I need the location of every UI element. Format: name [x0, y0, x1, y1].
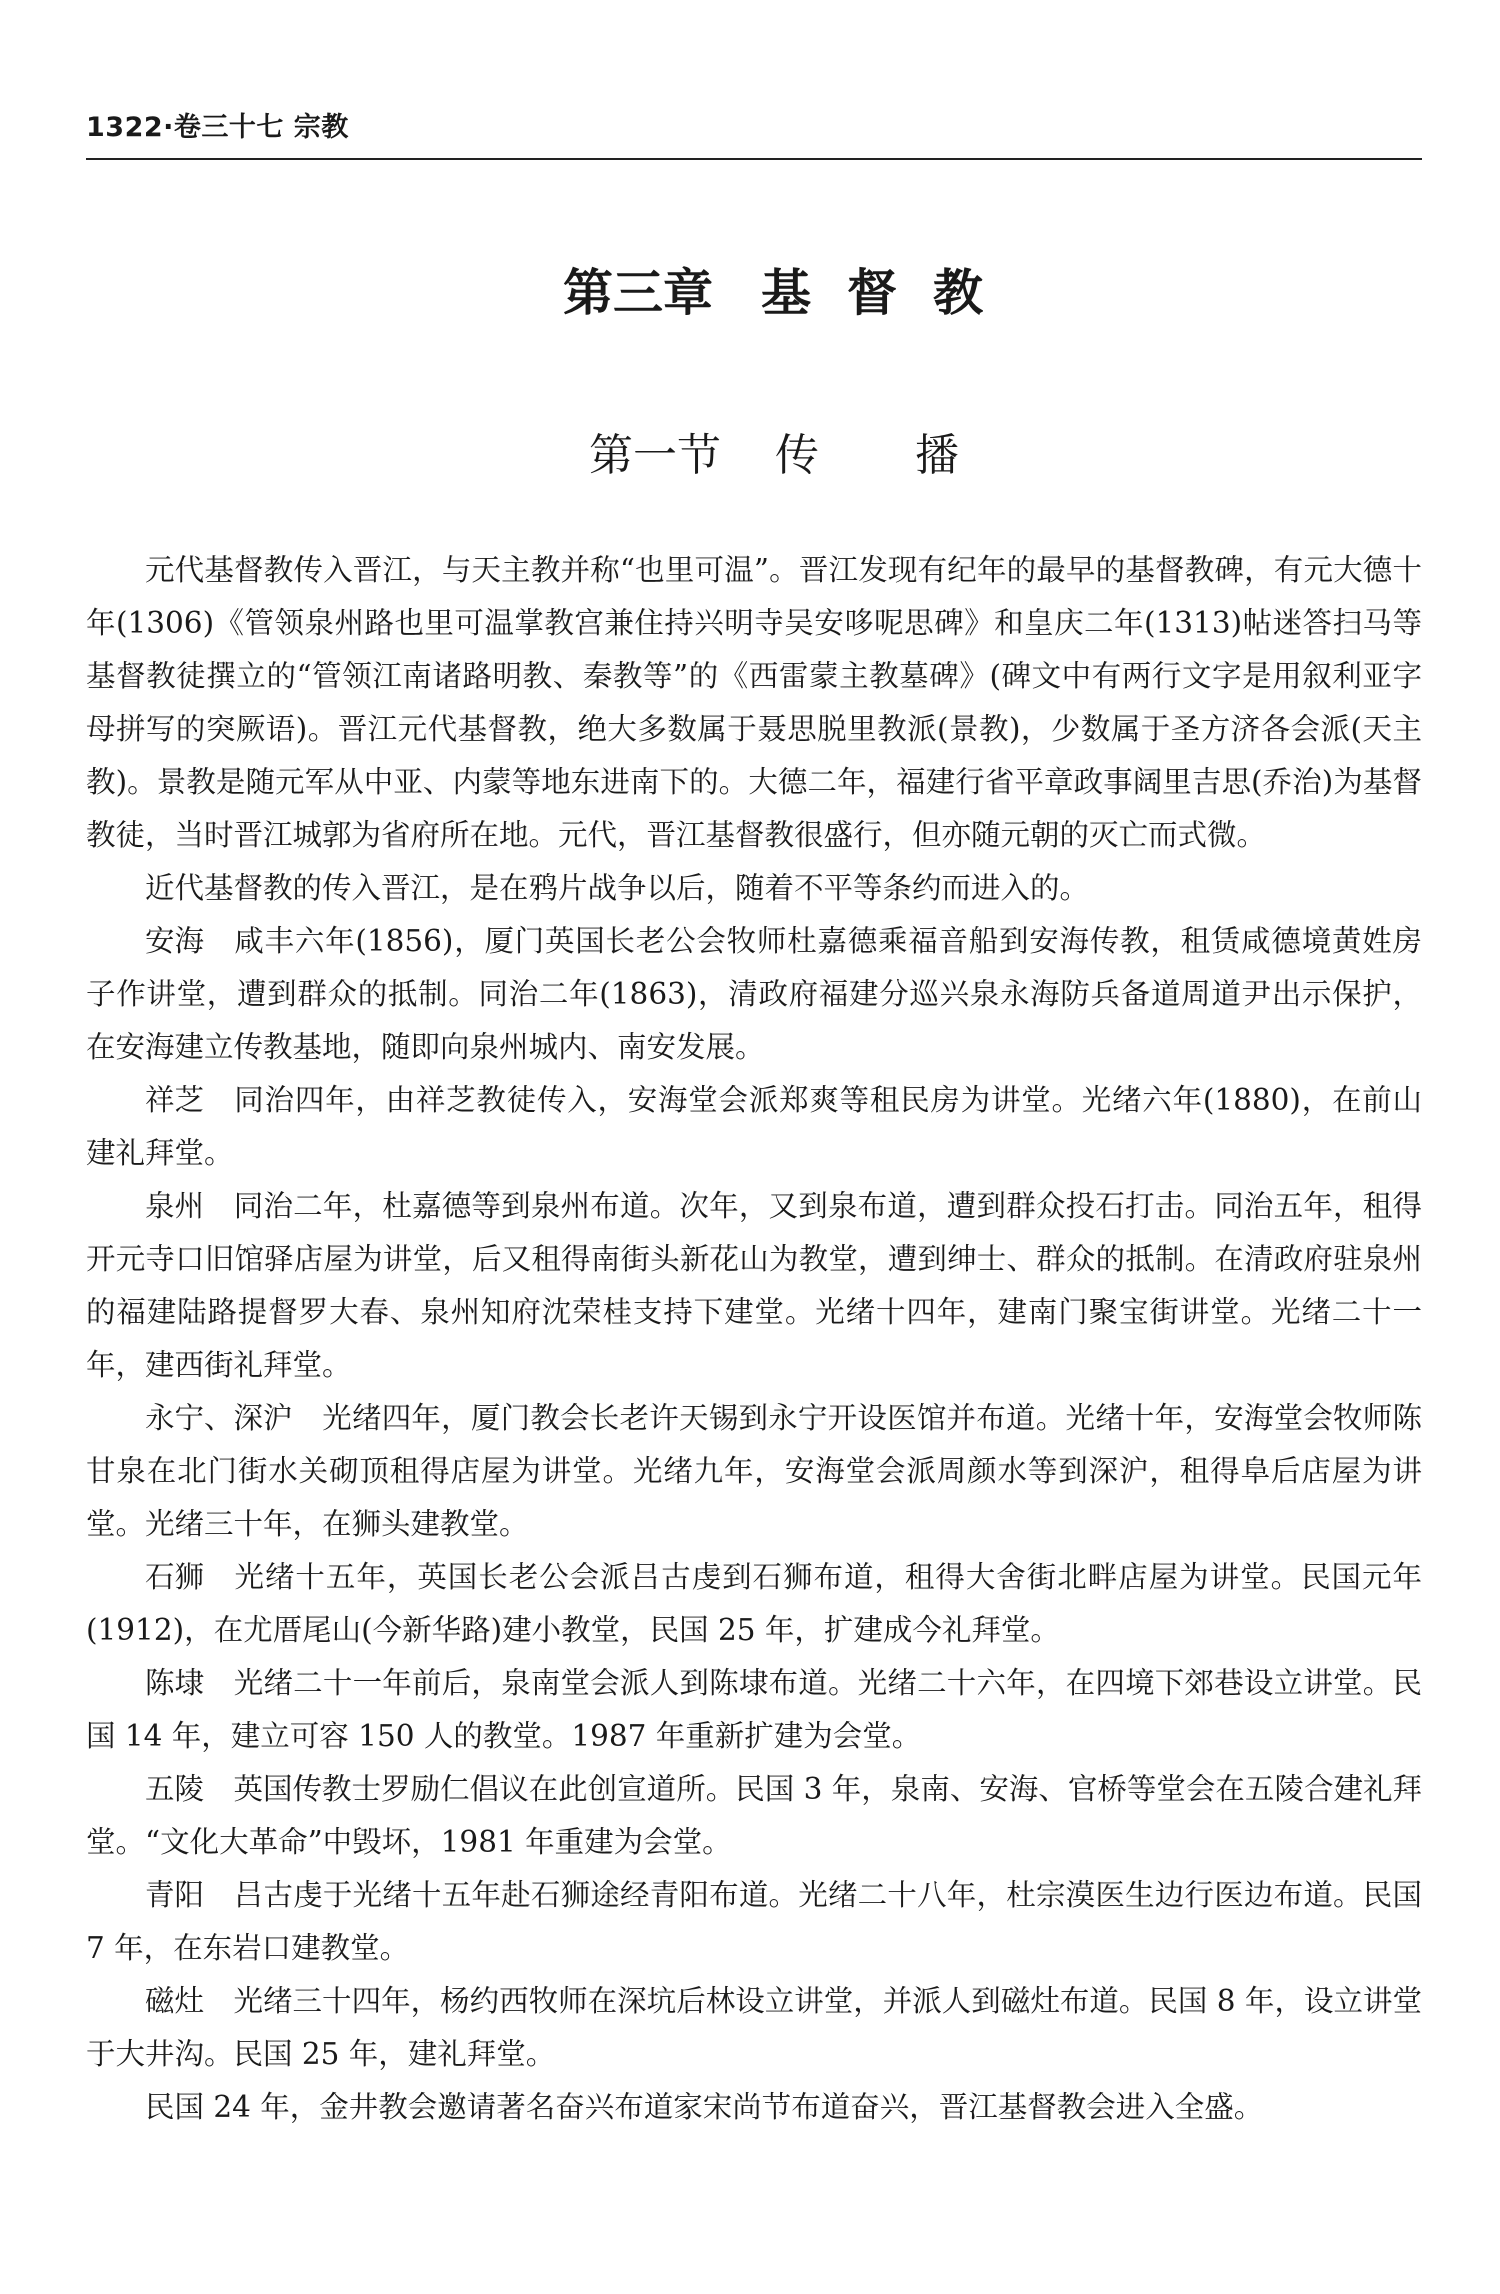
chapter-title-char-2: 督	[847, 264, 897, 322]
paragraph	[86, 544, 1422, 862]
chapter-number: 第三章	[563, 264, 713, 322]
paragraph	[86, 1763, 1422, 1869]
section-title	[86, 426, 1422, 486]
place-name: 陈埭	[145, 1666, 205, 1700]
section-number: 第一节	[589, 430, 721, 481]
paragraph-text: 近代基督教的传入晋江，是在鸦片战争以后，随着不平等条约而进入的。	[145, 871, 1090, 905]
paragraph-text: 吕古虔于光绪十五年赴石狮途经青阳布道。光绪二十八年，杜宗漠医生边行医边布道。民国 7 年，在东岩口建教堂。	[86, 1878, 1422, 1965]
paragraph-text: 民国 24 年，金井教会邀请著名奋兴布道家宋尚节布道奋兴，晋江基督教会进入全盛。	[145, 2090, 1264, 2124]
paragraph	[86, 1180, 1422, 1392]
paragraph	[86, 2081, 1422, 2134]
chapter-title	[86, 258, 1422, 328]
paragraph-text: 同治二年，杜嘉德等到泉州布道。次年，又到泉布道，遭到群众投石打击。同治五年，租得开元寺口旧馆驿店屋为讲堂，后又租得南街头新花山为教堂，遭到绅士、群众的抵制。在清政府驻泉州的福建陆路提督罗大春、泉州知府沈荣桂支持下建堂。光绪十四年，建南门聚宝街讲堂。光绪二十一年，建西街礼拜堂。	[86, 1189, 1422, 1382]
paragraph-text: 英国传教士罗励仁倡议在此创宣道所。民国 3 年，泉南、安海、官桥等堂会在五陵合建礼拜堂。“文化大革命”中毁坏，1981 年重建为会堂。	[86, 1772, 1422, 1859]
chapter-title-char-3: 教	[933, 264, 983, 322]
paragraph	[86, 1551, 1422, 1657]
paragraph	[86, 1392, 1422, 1551]
paragraph-text: 光绪二十一年前后，泉南堂会派人到陈埭布道。光绪二十六年，在四境下郊巷设立讲堂。民国 14 年，建立可容 150 人的教堂。1987 年重新扩建为会堂。	[86, 1666, 1422, 1753]
body-text	[86, 544, 1422, 2134]
section-title-char-2: 播	[915, 430, 959, 481]
paragraph	[86, 1869, 1422, 1975]
paragraph-text: 光绪三十四年，杨约西牧师在深坑后林设立讲堂，并派人到磁灶布道。民国 8 年，设立讲堂于大井沟。民国 25 年，建礼拜堂。	[86, 1984, 1422, 2071]
place-name: 青阳	[145, 1878, 205, 1912]
paragraph-text: 同治四年，由祥芝教徒传入，安海堂会派郑爽等租民房为讲堂。光绪六年(1880)，在前山建礼拜堂。	[86, 1083, 1423, 1170]
paragraph	[86, 1074, 1422, 1180]
place-name: 永宁、深沪	[145, 1401, 293, 1435]
paragraph	[86, 915, 1422, 1074]
paragraph-text: 元代基督教传入晋江，与天主教并称“也里可温”。晋江发现有纪年的最早的基督教碑，有元大德十年(1306)《管领泉州路也里可温掌教宫兼住持兴明寺吴安哆呢思碑》和皇庆二年(1313)帖迷答扫马等基督教徒撰立的“管领江南诸路明教、秦教等”的《西雷蒙主教墓碑》(碑文中有两行文字是用叙利亚字母拼写的突厥语)。晋江元代基督教，绝大多数属于聂思脱里教派(景教)，少数属于圣方济各会派(天主教)。景教是随元军从中亚、内蒙等地东进南下的。大德二年，福建行省平章政事阔里吉思(乔治)为基督教徒，当时晋江城郭为省府所在地。元代，晋江基督教很盛行，但亦随元朝的灭亡而式微。	[86, 553, 1422, 852]
paragraph	[86, 1975, 1422, 2081]
section-title-char-1: 传	[775, 430, 819, 481]
place-name: 磁灶	[145, 1984, 205, 2018]
paragraph-text: 光绪十五年，英国长老公会派吕古虔到石狮布道，租得大舍街北畔店屋为讲堂。民国元年(1912)，在尤厝尾山(今新华路)建小教堂，民国 25 年，扩建成今礼拜堂。	[86, 1560, 1422, 1647]
place-name: 安海	[145, 924, 205, 958]
place-name: 五陵	[145, 1772, 205, 1806]
paragraph	[86, 862, 1422, 915]
paragraph	[86, 1657, 1422, 1763]
chapter-title-char-1: 基	[761, 264, 811, 322]
place-name: 泉州	[145, 1189, 205, 1223]
paragraph-text: 光绪四年，厦门教会长老许天锡到永宁开设医馆并布道。光绪十年，安海堂会牧师陈甘泉在北门街水关砌顶租得店屋为讲堂。光绪九年，安海堂会派周颜水等到深沪，租得阜后店屋为讲堂。光绪三十年，在狮头建教堂。	[86, 1401, 1422, 1541]
running-head: 1322·卷三十七 宗教	[86, 112, 349, 143]
paragraph-text: 咸丰六年(1856)，厦门英国长老公会牧师杜嘉德乘福音船到安海传教，租赁咸德境黄姓房子作讲堂，遭到群众的抵制。同治二年(1863)，清政府福建分巡兴泉永海防兵备道周道尹出示保护，在安海建立传教基地，随即向泉州城内、南安发展。	[86, 924, 1422, 1064]
place-name: 石狮	[145, 1560, 205, 1594]
header-rule	[86, 158, 1422, 160]
place-name: 祥芝	[145, 1083, 205, 1117]
